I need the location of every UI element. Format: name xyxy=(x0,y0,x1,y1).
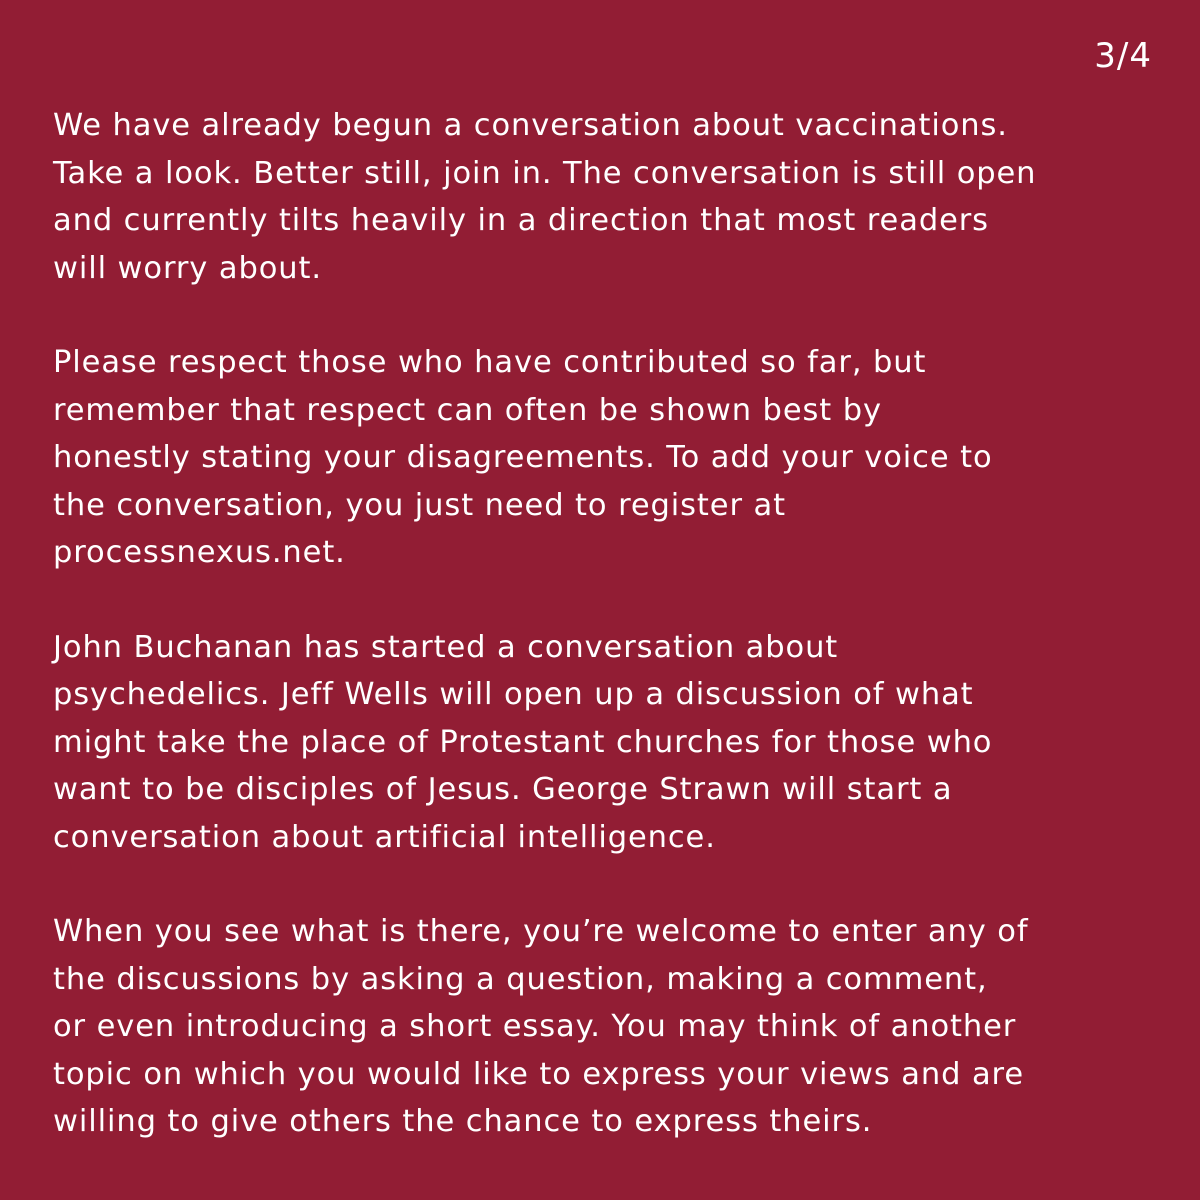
text-line: the discussions by asking a question, making a comment, xyxy=(53,961,988,997)
text-line: willing to give others the chance to express theirs. xyxy=(53,1104,873,1139)
text-line: We have already begun a conversation about vaccinations. xyxy=(53,108,1008,143)
text-line: When you see what is there, you’re welcome to enter any of xyxy=(53,914,1029,949)
paragraph-conversations xyxy=(53,624,1163,862)
text-line: conversation about artificial intelligence. xyxy=(53,819,716,855)
paragraph-respect xyxy=(53,339,1163,577)
paragraph-vaccinations xyxy=(53,102,1163,292)
text-line: might take the place of Protestant churches for those who xyxy=(53,724,993,760)
text-line: processnexus.net. xyxy=(53,535,346,570)
text-line: topic on which you would like to express your views and are xyxy=(53,1056,1024,1092)
text-line: or even introducing a short essay. You may think of another xyxy=(53,1009,1017,1044)
text-line: the conversation, you just need to register at xyxy=(53,487,786,523)
text-line: and currently tilts heavily in a direction that most readers xyxy=(53,203,989,238)
text-line: remember that respect can often be shown best by xyxy=(53,392,882,428)
text-line: Take a look. Better still, join in. The conversation is still open xyxy=(53,155,1037,191)
text-line: will worry about. xyxy=(53,250,322,286)
page-number: 3/4 xyxy=(1094,36,1152,76)
text-line: John Buchanan has started a conversation about xyxy=(53,629,839,665)
text-line: honestly stating your disagreements. To add your voice to xyxy=(53,440,993,475)
text-line: want to be disciples of Jesus. George Strawn will start a xyxy=(53,772,953,807)
body-text xyxy=(53,102,1163,1193)
text-line: Please respect those who have contributed so far, but xyxy=(53,345,927,380)
text-line: psychedelics. Jeff Wells will open up a discussion of what xyxy=(53,677,974,712)
paragraph-invitation xyxy=(53,908,1163,1146)
